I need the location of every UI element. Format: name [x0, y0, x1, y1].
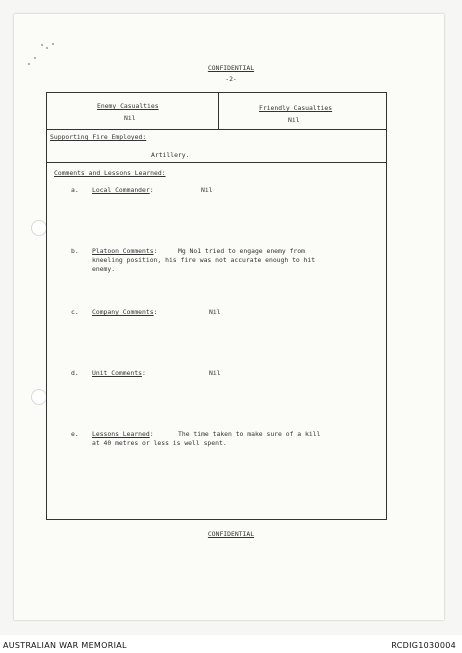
classification-top: CONFIDENTIAL [207, 64, 255, 72]
supporting-fire-value: Artillery. [151, 151, 190, 159]
platoon-comments-line: Mg No1 tried to engage enemy from [178, 247, 305, 255]
paper-speck [34, 57, 36, 59]
item-colon: : [153, 308, 158, 316]
item-letter: e. [71, 430, 79, 438]
row-divider [46, 162, 387, 163]
lessons-learned-line: The time taken to make sure of a kill [178, 430, 321, 438]
paper-speck [41, 44, 43, 46]
punch-hole [31, 220, 47, 236]
supporting-fire-label: Supporting Fire Employed: [50, 133, 147, 141]
unit-comments-value: Nil [209, 369, 221, 377]
paper-speck [52, 43, 54, 45]
item-letter: a. [71, 186, 79, 194]
page-number: -2- [225, 75, 237, 83]
item-letter: d. [71, 369, 79, 377]
comments-heading: Comments and Lessons Learned: [54, 169, 166, 177]
company-comments-label [92, 308, 157, 316]
platoon-comments-label [92, 247, 157, 255]
archive-credit: AUSTRALIAN WAR MEMORIAL [3, 641, 127, 650]
item-label: Platoon Comments [92, 247, 154, 255]
lessons-learned-line: at 40 metres or less is well spent. [92, 439, 227, 447]
item-colon: : [149, 186, 154, 194]
item-colon: : [142, 369, 146, 377]
report-table [46, 92, 387, 520]
item-label: Lessons Learned [92, 430, 150, 438]
item-colon: : [153, 247, 158, 255]
row-divider [46, 129, 387, 130]
lessons-learned-label [92, 430, 154, 438]
item-letter: c. [71, 308, 79, 316]
paper-speck [46, 47, 48, 49]
platoon-comments-line: enemy. [92, 265, 116, 273]
enemy-casualties-label: Enemy Casualties [97, 102, 159, 110]
local-commander-value: Nil [201, 186, 213, 194]
friendly-casualties-value: Nil [288, 116, 300, 124]
punch-hole [31, 389, 47, 405]
friendly-casualties-label: Friendly Casualties [259, 104, 333, 112]
archive-reference: RCDIG1030004 [391, 641, 456, 650]
casualties-divider [218, 92, 219, 129]
classification-bottom: CONFIDENTIAL [207, 530, 255, 538]
item-label: Company Comments [92, 308, 154, 316]
unit-comments-label [92, 369, 146, 377]
item-label: Unit Comments [92, 369, 143, 377]
local-commander-label [92, 186, 154, 194]
item-colon: : [149, 430, 154, 438]
company-comments-value: Nil [209, 308, 221, 316]
item-label: Local Commander [92, 186, 150, 194]
enemy-casualties-value: Nil [124, 114, 136, 122]
platoon-comments-line: kneeling position, his fire was not accurate enough to hit [92, 256, 316, 264]
item-letter: b. [71, 247, 79, 255]
